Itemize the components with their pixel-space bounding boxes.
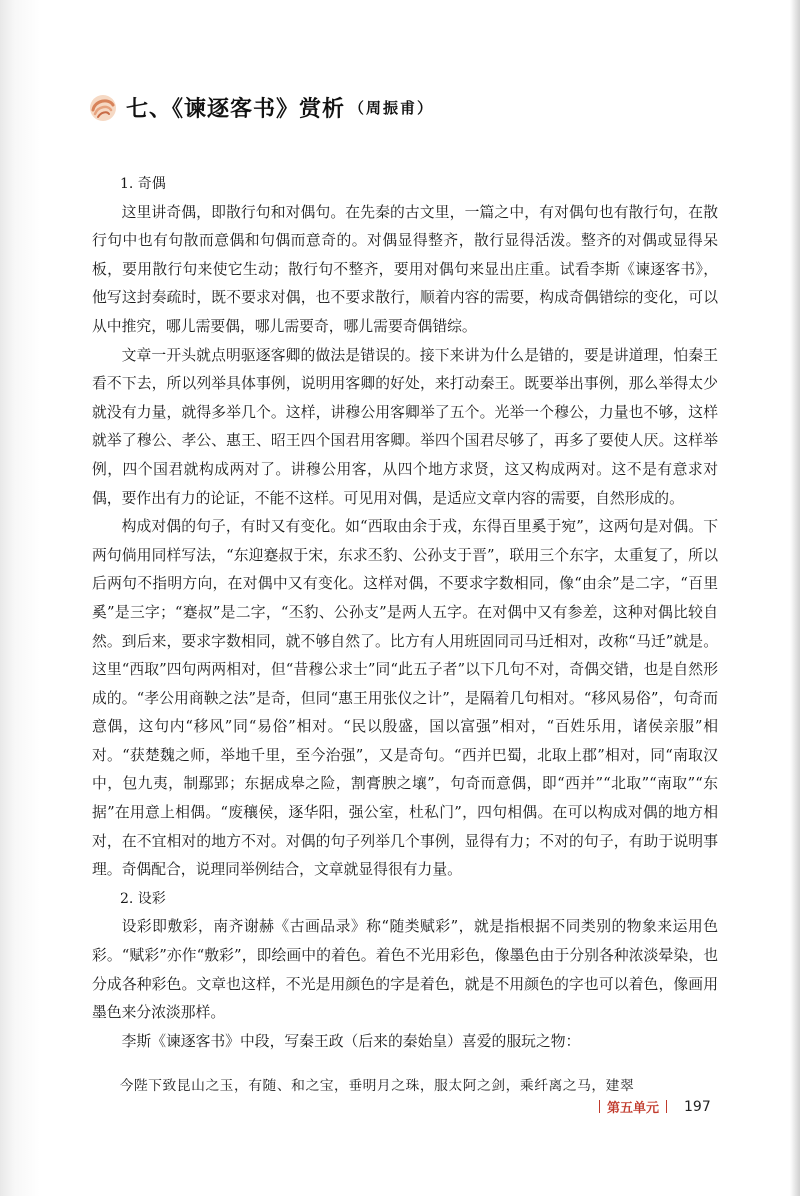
section-heading: 1. 奇偶 — [120, 176, 166, 192]
paragraph: 构成对偶的句子，有时又有变化。如“西取由余于戎，东得百里奚于宛”，这两句是对偶。下两句倘用同样写法，“东迎蹇叔于宋，东求丕豹、公孙支于晋”，联用三个东字，太重复了，所以后两句不指明方向，在对偶中又有变化。这样对偶，不要求字数相同，像“由余”是二字，“百里奚”是三字；“蹇叔”是二字，“丕豹、公孙支”是两人五字。在对偶中又有参差，这种对偶比较自然。到后来，要求字数相同，就不够自然了。比方有人用班固同司马迁相对，改称“马迁”就是。这里“西取”四句两两相对，但“昔穆公求士”同“此五子者”以下几句不对，奇偶交错，也是自然形成的。“孝公用商鞅之法”是奇，但同“惠王用张仪之计”，是隔着几句相对。“移风易俗”，句奇而意偶，这句内“移风”同“易俗”相对。“民以殷盛，国以富强”相对，“百姓乐用，诸侯亲服”相对。“获楚魏之师，举地千里，至今治强”，又是奇句。“西并巴蜀，北取上郡”相对，同“南取汉中，包九夷，制鄢郢；东据成皋之险，割膏腴之壤”，句奇而意偶，即“西并”“北取”“南取”“东据”在用意上相偶。“废穰侯，逐华阳，强公室，杜私门”，四句相偶。在可以构成对偶的地方相对，在不宜相对的地方不对。对偶的句子列举几个事例，显得有力；不对的句子，有助于说明事理。奇偶配合，说理同举例结合，文章就显得很有力量。 — [92, 518, 718, 879]
paragraph: 李斯《谏逐客书》中段，写秦王政（后来的秦始皇）喜爱的服玩之物： — [121, 1032, 581, 1050]
unit-label: 第五单元 — [607, 1101, 660, 1116]
section-heading: 2. 设彩 — [120, 890, 166, 907]
chapter-author: （周振甫） — [349, 99, 435, 117]
paragraph: 这里讲奇偶，即散行句和对偶句。在先秦的古文里，一篇之中，有对偶句也有散行句，在散行句中也有句散而意偶和句偶而意奇的。对偶显得整齐，散行显得活泼。整齐的对偶或显得呆板，要用散行句来使它生动；散行句不整齐，要用对偶句来显出庄重。试看李斯《谏逐客书》，他写这封奏疏时，既不要求对偶，也不要求散行，顺着内容的需要，构成奇偶错综的变化，可以从中推究，哪儿需要偶，哪儿需要奇，哪儿需要奇偶错综。 — [92, 203, 718, 335]
paragraph: 文章一开头就点明驱逐客卿的做法是错误的。接下来讲为什么是错的，要是讲道理，怕秦王看不下去，所以列举具体事例，说明用客卿的好处，来打动秦王。既要举出事例，那么举得太少就没有力量，就得多举几个。这样，讲穆公用客卿举了五个。光举一个穆公，力量也不够，这样就举了穆公、孝公、惠王、昭王四个国君用客卿。举四个国君尽够了，再多了要使人厌。这样举例，四个国君就构成两对了。讲穆公用客，从四个地方求贤，这又构成两对。这不是有意求对偶，要作出有力的论证，不能不这样。可见用对偶，是适应文章内容的需要，自然形成的。 — [92, 346, 718, 507]
divider — [666, 1100, 667, 1113]
page-number: 197 — [684, 1098, 711, 1115]
quoted-text: 今陛下致昆山之玉，有随、和之宝，垂明月之珠，服太阿之剑，乘纤离之马，建翠 — [119, 1078, 635, 1095]
page-footer — [592, 1097, 711, 1116]
divider — [599, 1100, 600, 1113]
swirl-icon — [88, 93, 118, 123]
chapter-title: 七、《谏逐客书》赏析 — [126, 97, 346, 122]
chapter-header — [88, 92, 434, 123]
article-body — [92, 170, 718, 1101]
paragraph: 设彩即敷彩，南齐谢赫《古画品录》称“随类赋彩”，就是指根据不同类别的物象来运用色彩。“赋彩”亦作“敷彩”，即绘画中的着色。着色不光用彩色，像墨色由于分别各种浓淡晕染，也分成各种彩色。文章也这样，不光是用颜色的字是着色，就是不用颜色的字也可以着色，像画用墨色来分浓淡那样。 — [92, 918, 718, 1022]
